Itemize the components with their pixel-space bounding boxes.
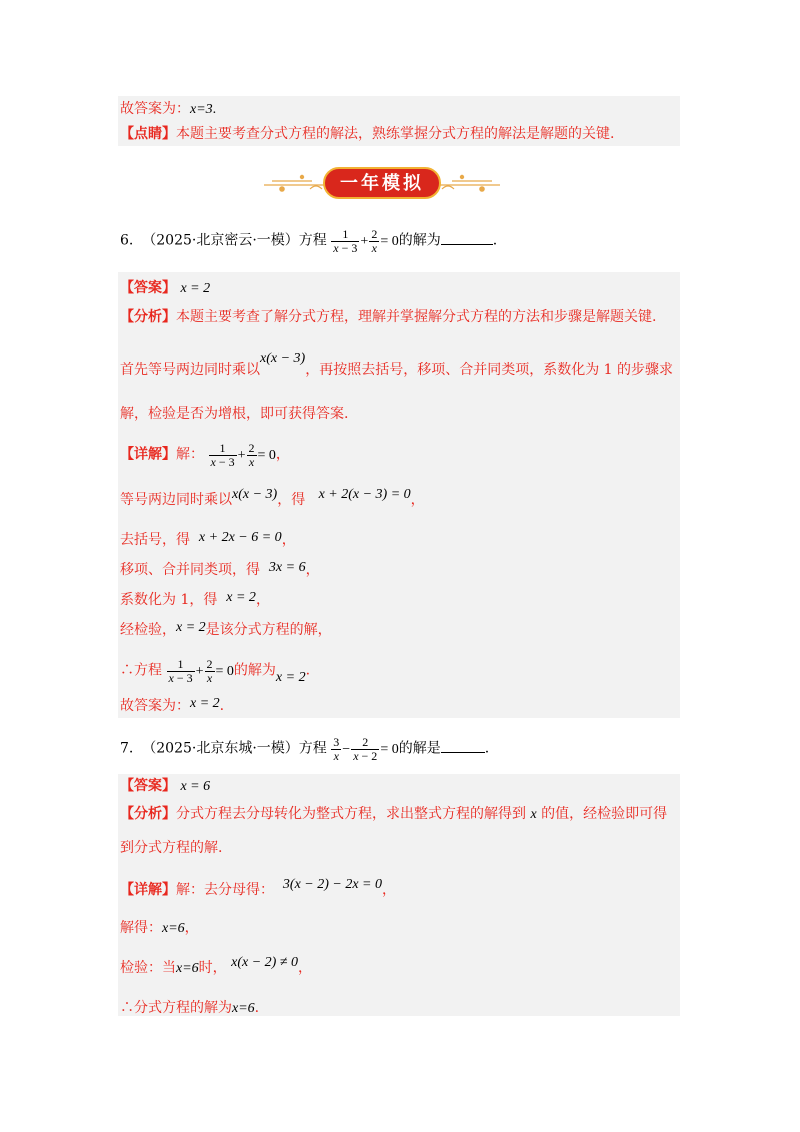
q6-frac-1: $\frac{1}{x - 3}$ — [333, 227, 358, 255]
section-banner — [262, 165, 502, 201]
q7-answer-line: 【答案】 x = 6 — [120, 778, 211, 794]
q6-analysis-line-3: 解，检验是否为增根，即可获得答案. — [120, 406, 349, 422]
q6-step3: 移项、合并同类项，得 3x = 6， — [120, 560, 320, 578]
banner-title: 一年模拟 — [340, 173, 424, 194]
q7-conclusion-line: ∴分式方程的解为x=6. — [120, 1000, 260, 1016]
q6-analysis-line: 【分析】本题主要考查了解分式方程，理解并掌握解分式方程的方法和步骤是解题关键. — [120, 309, 657, 325]
dianjing-line: 【点睛】本题主要考查分式方程的解法，熟练掌握分式方程的解法是解题的关键. — [120, 126, 615, 142]
banner-right-ornament — [440, 175, 500, 191]
q7-solve-line: 解得：x=6， — [120, 920, 199, 936]
q7-analysis-line-2: 到分式方程的解. — [120, 840, 223, 856]
q6-blank — [441, 230, 493, 245]
q6-step2: 去括号，得 x + 2x − 6 = 0， — [120, 530, 296, 548]
q6-answer-line: 【答案】 x = 2 — [120, 280, 211, 296]
q6-final: 故答案为：x = 2. — [120, 696, 225, 714]
previous-answer-line: 故答案为：x=3. — [120, 101, 217, 117]
q7-analysis-line: 【分析】分式方程去分母转化为整式方程，求出整式方程的解得到 x 的值，经检验即可得 — [120, 806, 668, 822]
q7-blank — [441, 738, 485, 753]
q6-frac-2: $\frac{2}{x}$ — [371, 227, 378, 255]
q6-detail-line: 【详解】解： $\frac{1}{x - 3}$ + $\frac{2}{x}$ = 0， — [120, 441, 290, 469]
q6-check: 经检验，x = 2是该分式方程的解， — [120, 620, 332, 638]
q6-step4: 系数化为 1，得 x = 2， — [120, 590, 270, 608]
q6-analysis-line-2: 首先等号两边同时乘以x(x − 3)，再按照去括号，移项、合并同类项，系数化为 1 的步骤求 — [120, 351, 674, 378]
q7-frac-2: $\frac{2}{x - 2}$ — [353, 735, 378, 763]
q7-stem: 7. （2025·北京东城·一模）方程 $\frac{3}{x}$ − $\frac{2}{x - 2}$ = 0的解是 . — [120, 735, 490, 763]
q6-conclusion: ∴方程 $\frac{1}{x - 3}$ + $\frac{2}{x}$ = 0的解为x = 2. — [120, 657, 311, 685]
banner-left-ornament — [264, 175, 324, 191]
q7-detail-line: 【详解】解：去分母得： 3(x − 2) − 2x = 0， — [120, 877, 396, 898]
q7-frac-1: $\frac{3}{x}$ — [333, 735, 340, 763]
q6-stem: 6. （2025·北京密云·一模）方程 $\frac{1}{x - 3}$ + $\frac{2}{x}$ = 0的解为 . — [120, 227, 498, 255]
q7-check-line: 检验：当x=6时， x(x − 2) ≠ 0， — [120, 955, 313, 976]
q6-step1: 等号两边同时乘以x(x − 3)，得 x + 2(x − 3) = 0， — [120, 487, 425, 508]
